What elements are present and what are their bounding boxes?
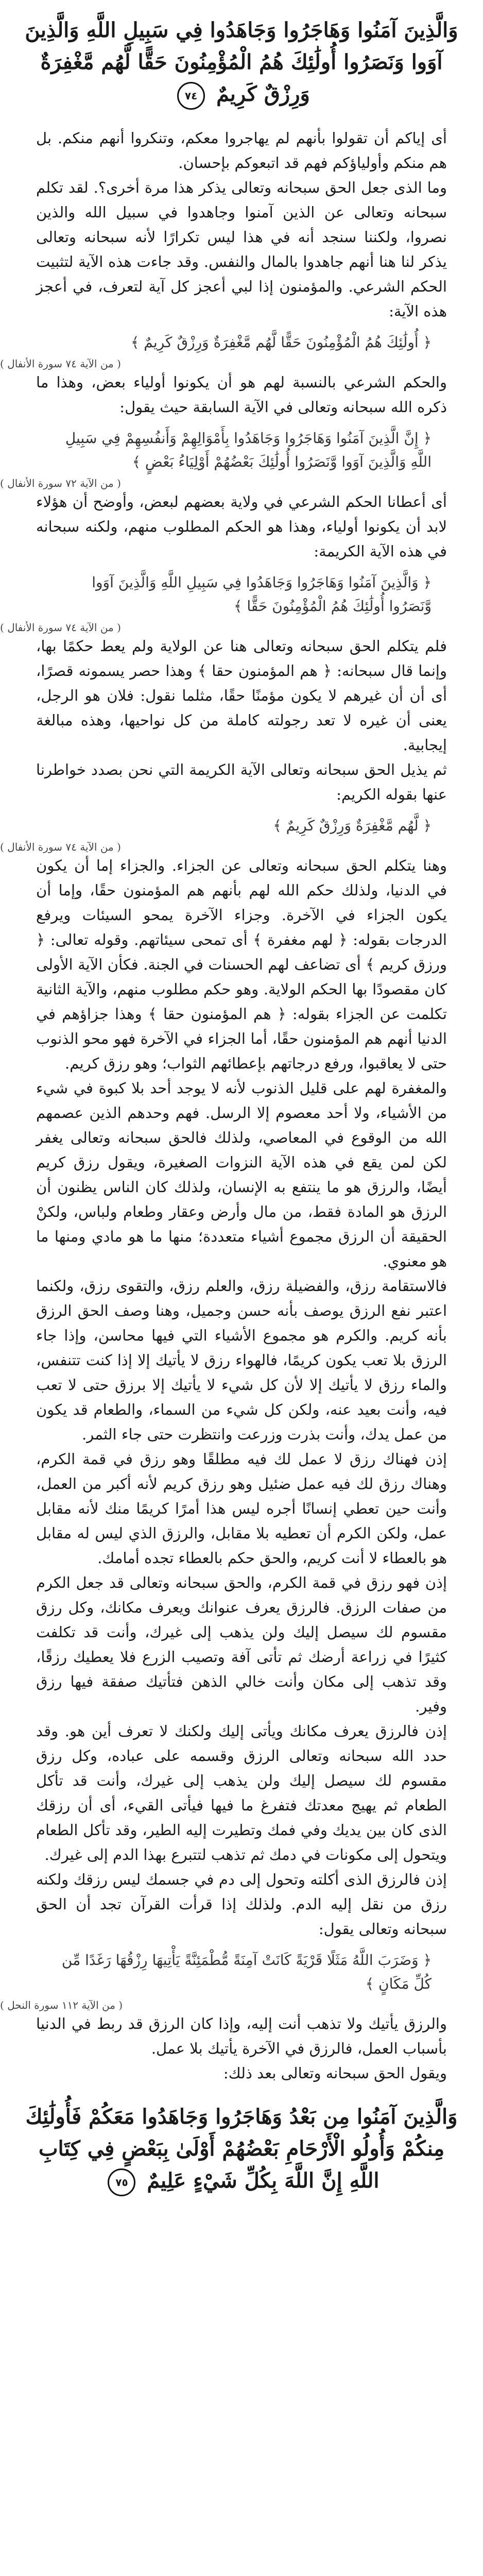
paragraph: إذن فالرزق يعرف مكانك ويأتى إليك ولكنك لا تعرف أين هو. وقد حدد الله سبحانه وتعالى الرزق وقسمه على عباده، وكل رزق مقسوم لك سيصل إليك ولن يذهب إلى غيرك، وأنت قد تأكل الطعام ثم يهيج معدتك فتفرغ ما فيها فيأتى القيء، أى أن رزقك الذى كان بين يديك وفي فمك وتطيرت إليه الطير، وقد تأكل الطعام ويتحول إلى مكونات في دمك ثم تذهب لتتبرع بهذا الدم إلى غيرك. bbox=[36, 1722, 447, 1863]
verse-reference: ( من الآية ٧٤ سورة الأنفال ) bbox=[0, 621, 121, 634]
paragraph: وما الذى جعل الحق سبحانه وتعالى يذكر هذا مرة أخرى؟. لقد تكلم سبحانه وتعالى عن الذين آمنوا وجاهدوا في سبيل الله والذين نصروا، ولكننا سنجد أنه في هذا ليس تكرارًا لأنه سبحانه وتعالى يذكر لنا هنا أنهم جاهدوا بالمال والنفس. وقد جاءت هذه الآية لتثبيت الحكم الشرعي. والمؤمنون إذا لبي أعجز كل آية لتعرف، في أعجز هذه الآية: bbox=[36, 179, 447, 320]
paragraph: فالاستقامة رزق، والفضيلة رزق، والعلم رزق، والتقوى رزق، ولكنما اعتبر نفع الرزق يوصف بأنه حسن وجميل، وهنا وصف الحق الرزق بأنه كريم. والكرم هو مجموع الأشياء التي فيها محاسن، وإذا جاء الرزق بلا تعب يكون كريمًا، فالهواء رزق لا يأتيك إلا إذا كنت تتنفس، والماء رزق لا يأتيك إلا لأن كل شيء لا يأتيك إلا برزق حتى لا تعب فيه، وأنت بعيد عنه، ولكن كل شيء من السماء، والطعام قد يكون من عمل يدك، وأنت بذرت وزرعت وانتظرت حتى جاء الثمر. bbox=[36, 1277, 447, 1443]
verse-reference: ( من الآية ١١٢ سورة النحل ) bbox=[0, 1999, 123, 2011]
verse-number-badge: ٧٤ bbox=[177, 82, 205, 110]
paragraph: فلم يتكلم الحق سبحانه وتعالى هنا عن الولاية ولم يعط حكمًا بها، وإنما قال سبحانه: ﴿ هم المؤمنون حقا ﴾ وهذا حصر يسمونه قصرًا، أى أن أن غيرهم لا يكون مؤمنًا حقًا، مثلما نقول: فلان هو الرجل، يعنى أن غيره لا تعد رجولته كاملة من كل نواحيها، وهذه مبالغة إيجابية. bbox=[36, 637, 447, 754]
verse-number-badge: ٧٥ bbox=[108, 2168, 135, 2196]
paragraph: ويقول الحق سبحانه وتعالى بعد ذلك: bbox=[223, 2064, 447, 2082]
quran-quote: ﴿ وَضَرَبَ اللَّهُ مَثَلًا قَرْيَةً كَانَتْ آمِنَةً مُّطْمَئِنَّةً يَأْتِيهَا رِزْقُهَا رَغَدًا مِّن كُلِّ مَكَانٍ ﴾ bbox=[61, 1952, 432, 1992]
paragraph: إذن فهو رزق في قمة الكرم، والحق سبحانه وتعالى قد جعل الكرم من صفات الرزق. فالرزق يعرف عنوانك ويعرف مكانك، وكل رزق مقسوم لك سيصل إليك ولن يذهب إلى غيرك، وأنت قد تكلفت كثيرًا في زراعة أرضك ثم تأتى آفة وتصيب الزرع فلا يعطيك رزقًا، وقد تذهب إلى مكان وأنت خالي الذهن فتأتيك صفقة فيها رزق وفير. bbox=[36, 1574, 447, 1715]
footer-verse bbox=[21, 2101, 462, 2197]
paragraph: والمغفرة لهم على قليل الذنوب لأنه لا يوجد أحد بلا كبوة في شيء من الأشياء، ولا أحد معصوم إلا الرسل. فهم وحدهم الذين عصمهم الله من الوقوع في المعاصي، ولذلك فالحق سبحانه وتعالى يغفر لكن لمن يقع في هذه الآية النزوات الصغيرة، ويقول رزق كريم أيضًا، والرزق هو ما ينتفع به الإنسان، ولذلك كان الناس يظنون أن الرزق هو المادة فقط، من مال وأرض وعقار وطعام ولباس، ولكنْ الحقيقة أن الرزق مجموع أشياء متعددة؛ منها ما هو مادي ومنها ما هو معنوي. bbox=[36, 1079, 447, 1270]
verse-reference: ( من الآية ٧٤ سورة الأنفال ) bbox=[0, 358, 121, 370]
header-verse bbox=[21, 14, 462, 110]
paragraph: إذن فهناك رزق لا عمل لك فيه مطلقًا وهو رزق في قمة الكرم، وهناك رزق لك فيه عمل ضئيل وهو رزق كريم لأنه أكبر من العمل، وأنت حين تعطي إنسانًا أجره ليس هذا أمرًا كريمًا منك لأنه مقابل عمل، ولكن الكرم أن تعطيه بلا مقابل، والرزق الذي ليس له مقابل هو بالعطاء لا أنت كريم، والحق حكم بالعطاء تجده أمامك. bbox=[36, 1450, 447, 1567]
quran-quote: ﴿ لَّهُم مَّغْفِرَةٌ وَرِزْقٌ كَرِيمٌ ﴾ bbox=[273, 817, 432, 834]
quran-quote: ﴿ إِنَّ الَّذِينَ آمَنُوا وَهَاجَرُوا وَجَاهَدُوا بِأَمْوَالِهِمْ وَأَنفُسِهِمْ فِي سَبِيلِ اللَّهِ وَالَّذِينَ آوَوا وَّنَصَرُوا أُولَٰئِكَ بَعْضُهُمْ أَوْلِيَاءُ بَعْضٍ ﴾ bbox=[65, 430, 432, 470]
paragraph: والرزق يأتيك ولا تذهب أنت إليه، وإذا كان الرزق قد ربط في الدنيا بأسباب العمل، فالرزق في الآخرة يأتيك بلا عمل. bbox=[36, 2015, 447, 2057]
quran-quote: ﴿ أُولَٰئِكَ هُمُ الْمُؤْمِنُونَ حَقًّا لَّهُم مَّغْفِرَةٌ وَرِزْقٌ كَرِيمٌ ﴾ bbox=[131, 334, 432, 351]
paragraph: وهنا يتكلم الحق سبحانه وتعالى عن الجزاء. والجزاء إما أن يكون في الدنيا، ولذلك حكم الله لهم بأنهم هم المؤمنون حقًا، وإما أن يكون الجزاء في الآخرة. وجزاء الآخرة يمحو السيئات ويرفع الدرجات بقوله: ﴿ لهم مغفرة ﴾ أى تمحى سيئاتهم. وقوله تعالى: ﴿ ورزق كريم ﴾ أى تضاعف لهم الحسنات في الجنة. فكأن الآية الأولى كان مقصودًا بها الحكم الولاية. وهو حكم مطلوب منهم، والآية الثانية تكلمت عن الجزاء بقوله: ﴿ هم المؤمنون حقا ﴾ وهذا جزاؤهم في الدنيا أنهم هم المؤمنون حقًا، أما الجزاء في الآخرة فهو محو الذنوب حتى لا يعاقبوا، ورفع درجاتهم بإعطائهم الثواب؛ وهو رزق كريم. bbox=[36, 857, 447, 1072]
paragraph: إذن فالرزق الذى أكلته وتحول إلى دم في جسمك ليس رزقك ولكنه رزق من نقل إليه الدم. ولذلك إذا قرأت القرآن تجد أن الحق سبحانه وتعالى يقول: bbox=[36, 1871, 447, 1938]
quran-quote: ﴿ وَالَّذِينَ آمَنُوا وَهَاجَرُوا وَجَاهَدُوا فِي سَبِيلِ اللَّهِ وَالَّذِينَ آوَوا وَّنَصَرُوا أُولَٰئِكَ هُمُ الْمُؤْمِنُونَ حَقًّا ﴾ bbox=[92, 574, 432, 615]
paragraph: والحكم الشرعي بالنسبة لهم هو أن يكونوا أولياء بعض، وهذا ما ذكره الله سبحانه وتعالى في الآية السابقة حيث يقول: bbox=[36, 374, 447, 416]
verse-reference: ( من الآية ٧٤ سورة الأنفال ) bbox=[0, 841, 121, 853]
verse-text: وَالَّذِينَ آمَنُوا مِن بَعْدُ وَهَاجَرُوا وَجَاهَدُوا مَعَكُمْ فَأُولَٰئِكَ مِنكُمْ وَأُولُو الْأَرْحَامِ بَعْضُهُمْ أَوْلَىٰ بِبَعْضٍ فِي كِتَابِ اللَّهِ إِنَّ اللَّهَ بِكُلِّ شَيْءٍ عَلِيمٌ bbox=[25, 2105, 458, 2193]
paragraph: أى أعطانا الحكم الشرعي في ولاية بعضهم لبعض، وأوضح أن هؤلاء لابد أن يكونوا أولياء، وهذا هو الحكم المطلوب منهم، ولكنه سبحانه في هذه الآية الكريمة: bbox=[36, 493, 447, 560]
commentary-body bbox=[0, 126, 483, 2086]
paragraph: أى إياكم أن تقولوا بأنهم لم يهاجروا معكم، وتنكروا أنهم منكم. بل هم منكم وأولياؤكم فهم قد اتبعوكم بإحسان. bbox=[36, 129, 447, 172]
verse-text: وَالَّذِينَ آمَنُوا وَهَاجَرُوا وَجَاهَدُوا فِي سَبِيلِ اللَّهِ وَالَّذِينَ آوَوا وَنَصَرُوا أُولَٰئِكَ هُمُ الْمُؤْمِنُونَ حَقًّا لَّهُم مَّغْفِرَةٌ وَرِزْقٌ كَرِيمٌ bbox=[25, 18, 458, 106]
paragraph: ثم يذيل الحق سبحانه وتعالى الآية الكريمة التي نحن بصدد خواطرنا عنها بقوله الكريم: bbox=[36, 761, 447, 803]
verse-reference: ( من الآية ٧٢ سورة الأنفال ) bbox=[0, 477, 121, 489]
